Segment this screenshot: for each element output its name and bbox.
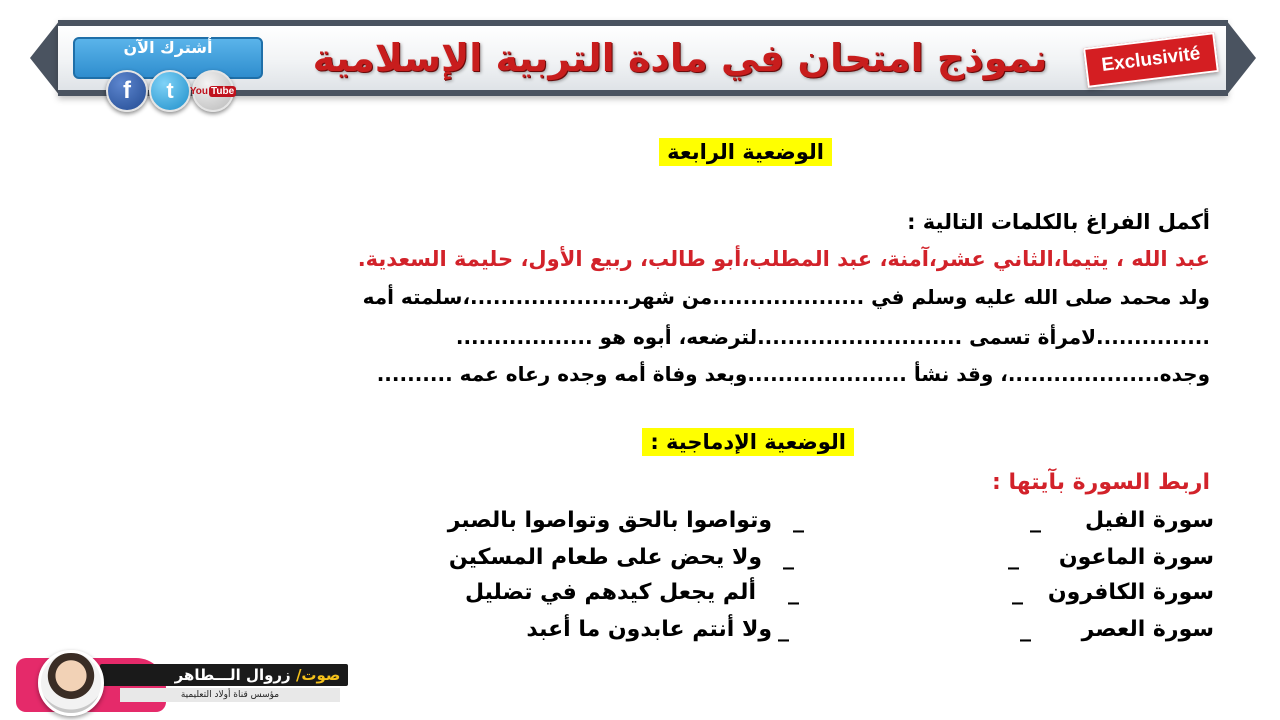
avatar (38, 650, 104, 716)
youtube-glyph-tube: Tube (211, 85, 235, 97)
surah-item: سورة الفيل (1085, 508, 1214, 533)
fill-line-3: وجده....................، وقد نشأ .....................وبعد وفاة أمه وجده رعاه عمه .......... (376, 362, 1210, 386)
match-dash: _ (1030, 508, 1041, 533)
integration-heading: الوضعية الإدماجية : (642, 428, 854, 456)
subscribe-label[interactable]: أشترك الآن (123, 38, 213, 57)
integration-instruction: اربط السورة بآيتها : (992, 470, 1210, 495)
page-title: نموذج امتحان في مادة التربية الإسلامية (312, 36, 1048, 80)
header-ribbon-right-tail (1226, 20, 1256, 96)
surah-item: سورة الماعون (1058, 545, 1214, 570)
header-ribbon-left-tail (30, 20, 60, 96)
youtube-icon[interactable] (189, 70, 235, 112)
surah-item: سورة الكافرون (1047, 580, 1214, 605)
twitter-glyph: t (166, 78, 174, 103)
facebook-icon[interactable] (106, 70, 148, 112)
section4-instruction: أكمل الفراغ بالكلمات التالية : (907, 210, 1210, 234)
credit-subtitle: مؤسس قناة أولاد التعليمية (120, 688, 340, 702)
match-dash: _ (1008, 545, 1019, 570)
section4-heading: الوضعية الرابعة (659, 138, 832, 166)
match-dash: _ (1012, 580, 1023, 605)
twitter-icon[interactable] (149, 70, 191, 112)
credit-name-text: زروال الـــطاهر (174, 666, 291, 684)
facebook-glyph: f (123, 77, 131, 104)
credit-prefix: صوت/ (295, 666, 341, 684)
match-dash: _ (788, 580, 799, 605)
match-dash: _ (1020, 617, 1031, 642)
verse-item: وتواصوا بالحق وتواصوا بالصبر (447, 508, 772, 533)
match-dash: _ (793, 508, 804, 533)
verse-item: ولا أنتم عابدون ما أعبد (526, 617, 772, 642)
exclusive-badge: Exclusivité (1083, 32, 1219, 88)
match-dash: _ (783, 545, 794, 570)
match-dash: _ (778, 617, 789, 642)
credit-name (170, 664, 345, 686)
verse-item: ولا يحض على طعام المسكين (448, 545, 762, 570)
surah-item: سورة العصر (1081, 617, 1214, 642)
fill-line-1: ولد محمد صلى الله عليه وسلم في ....................من شهر.....................،سلمته أمه (362, 285, 1210, 309)
verse-item: ألم يجعل كيدهم في تضليل (464, 580, 756, 605)
word-bank: عبد الله ، يتيما،الثاني عشر،آمنة، عبد المطلب،أبو طالب، ربيع الأول، حليمة السعدية. (357, 247, 1210, 271)
youtube-glyph-you: You (189, 85, 208, 97)
fill-line-2: ...............لامرأة تسمى ...........................لترضعه، أبوه هو .................. (455, 325, 1210, 349)
